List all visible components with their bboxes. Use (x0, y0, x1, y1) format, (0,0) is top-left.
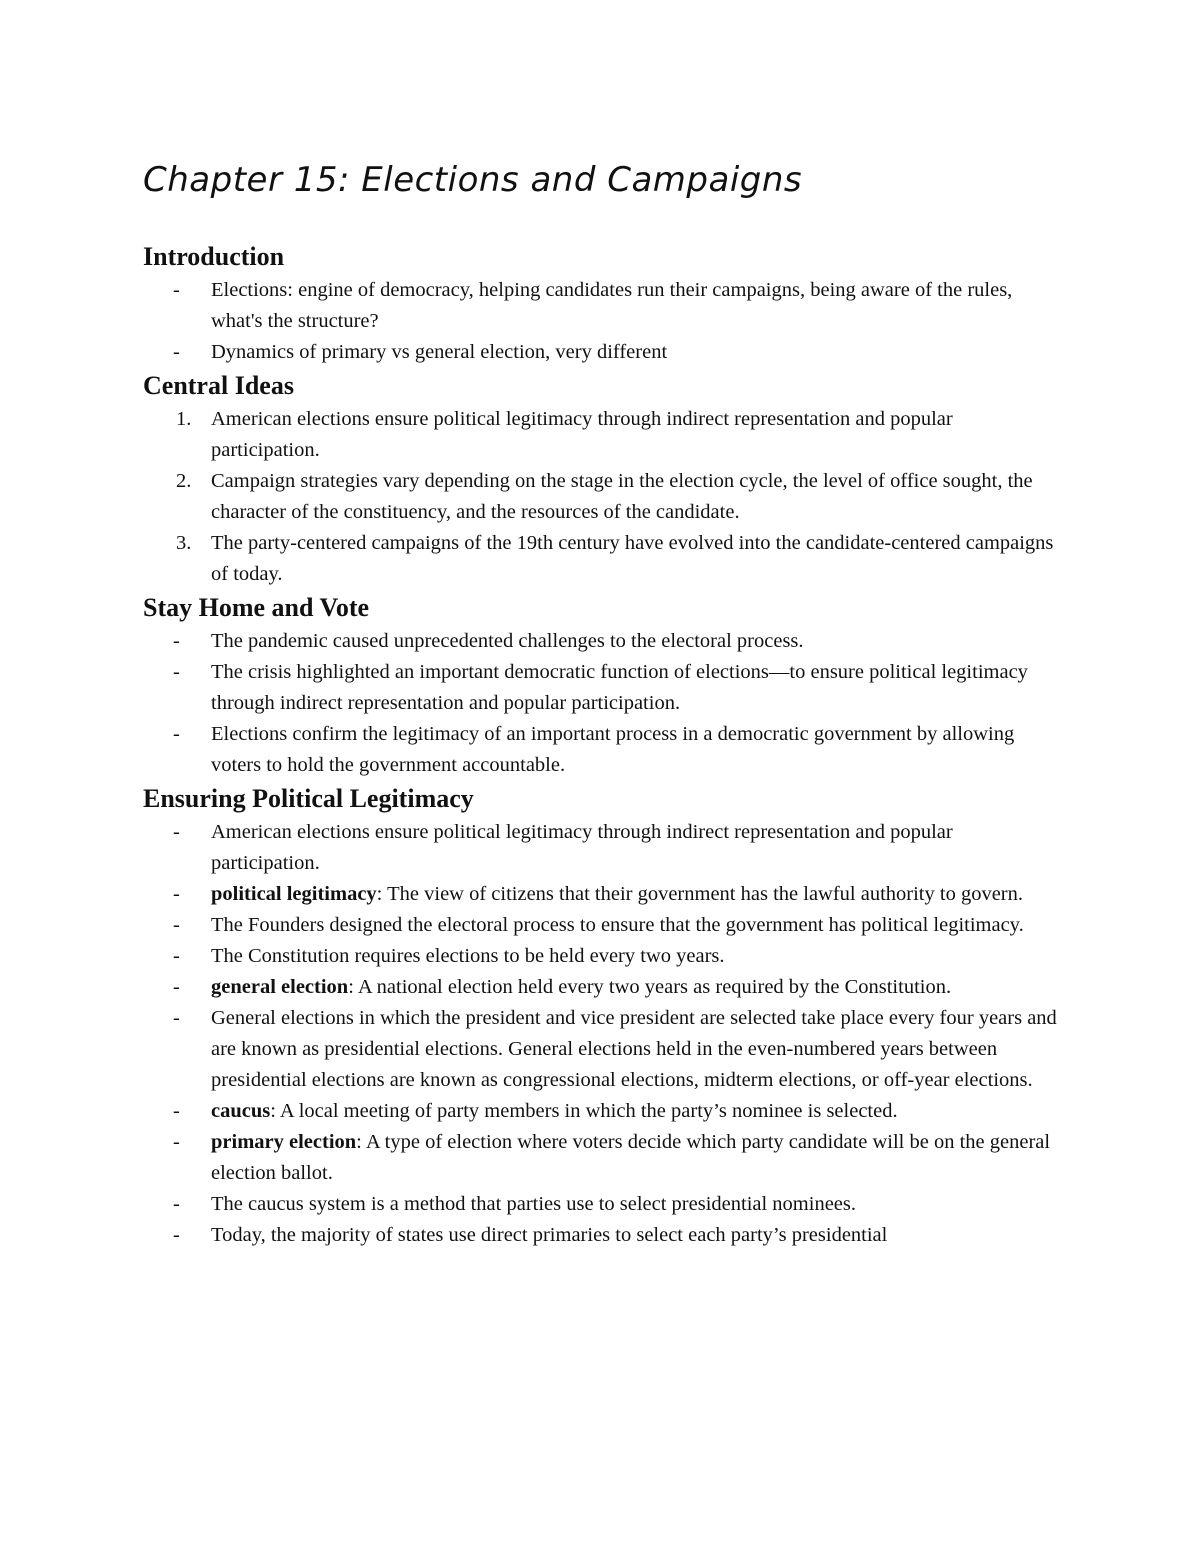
list-item-text: Elections confirm the legitimacy of an important process in a democratic government by allowing voters to hold the government accountable. (211, 723, 1015, 776)
list-marker: - (173, 821, 180, 843)
list-item (143, 1003, 1063, 1096)
list-item (143, 719, 1063, 781)
list-item-text: The Founders designed the electoral process to ensure that the government has political legitimacy. (211, 914, 1024, 936)
list-item-text: American elections ensure political legitimacy through indirect representation and popular participation. (211, 821, 953, 874)
list-marker: - (173, 723, 180, 745)
list-item (143, 528, 1063, 590)
list-item (143, 879, 1063, 910)
list-marker: - (173, 1193, 180, 1215)
key-term: general election (211, 976, 349, 998)
list-marker: 3. (176, 532, 192, 554)
list-item-text: Dynamics of primary vs general election, very different (211, 341, 668, 363)
list-item (143, 337, 1063, 368)
list-item-text: The pandemic caused unprecedented challenges to the electoral process. (211, 630, 804, 652)
list-item (143, 1127, 1063, 1189)
document-body (143, 239, 1063, 1251)
list-item-text: : A local meeting of party members in which the party’s nominee is selected. (270, 1100, 898, 1122)
list-item (143, 910, 1063, 941)
list-item-text: : The view of citizens that their government has the lawful authority to govern. (376, 883, 1024, 905)
section-list (143, 404, 1063, 590)
list-item-text: : A type of election where voters decide which party candidate will be on the general election ballot. (211, 1131, 1051, 1184)
list-marker: - (173, 945, 180, 967)
list-item-text: Today, the majority of states use direct primaries to select each party’s presidential (211, 1224, 888, 1246)
section-list (143, 817, 1063, 1251)
list-item (143, 972, 1063, 1003)
list-marker: - (173, 1100, 180, 1122)
list-item (143, 275, 1063, 337)
list-item (143, 1096, 1063, 1127)
list-item (143, 404, 1063, 466)
list-item-text: Elections: engine of democracy, helping candidates run their campaigns, being aware of the rules, what's the structure? (211, 279, 1013, 332)
list-item-text: The party-centered campaigns of the 19th century have evolved into the candidate-centered campaigns of today. (211, 532, 1054, 585)
list-item-text: Campaign strategies vary depending on the stage in the election cycle, the level of office sought, the character of the constituency, and the resources of the candidate. (211, 470, 1033, 523)
list-item-text: General elections in which the president and vice president are selected take place every four years and are known as presidential elections. General elections held in the even-numbered years between presidential elections are known as congressional elections, midterm elections, or off-year elections. (211, 1007, 1057, 1091)
list-marker: - (173, 630, 180, 652)
list-item (143, 466, 1063, 528)
list-marker: - (173, 1131, 180, 1153)
list-marker: - (173, 976, 180, 998)
list-marker: - (173, 661, 180, 683)
list-item (143, 1220, 1063, 1251)
list-item-text: American elections ensure political legitimacy through indirect representation and popular participation. (211, 408, 953, 461)
list-marker: - (173, 341, 180, 363)
list-item (143, 941, 1063, 972)
section-list (143, 626, 1063, 781)
key-term: primary election (211, 1131, 357, 1153)
list-item-text: The crisis highlighted an important democratic function of elections—to ensure political legitimacy through indirect representation and popular participation. (211, 661, 1028, 714)
section-heading: Stay Home and Vote (143, 593, 370, 622)
list-marker: 1. (176, 408, 192, 430)
page-title: Chapter 15: Elections and Campaigns (143, 160, 803, 200)
key-term: caucus (211, 1100, 271, 1122)
list-item (143, 817, 1063, 879)
list-marker: 2. (176, 470, 192, 492)
section-heading: Central Ideas (143, 371, 294, 400)
list-item-text: : A national election held every two years as required by the Constitution. (348, 976, 952, 998)
key-term: political legitimacy (211, 883, 377, 905)
section-heading: Introduction (143, 242, 285, 271)
section-heading: Ensuring Political Legitimacy (143, 784, 474, 813)
list-item-text: The caucus system is a method that parties use to select presidential nominees. (211, 1193, 856, 1215)
list-marker: - (173, 1224, 180, 1246)
list-item (143, 657, 1063, 719)
list-marker: - (173, 883, 180, 905)
list-item-text: The Constitution requires elections to be held every two years. (211, 945, 725, 967)
list-marker: - (173, 279, 180, 301)
list-marker: - (173, 1007, 180, 1029)
list-marker: - (173, 914, 180, 936)
list-item (143, 626, 1063, 657)
list-item (143, 1189, 1063, 1220)
section-list (143, 275, 1063, 368)
